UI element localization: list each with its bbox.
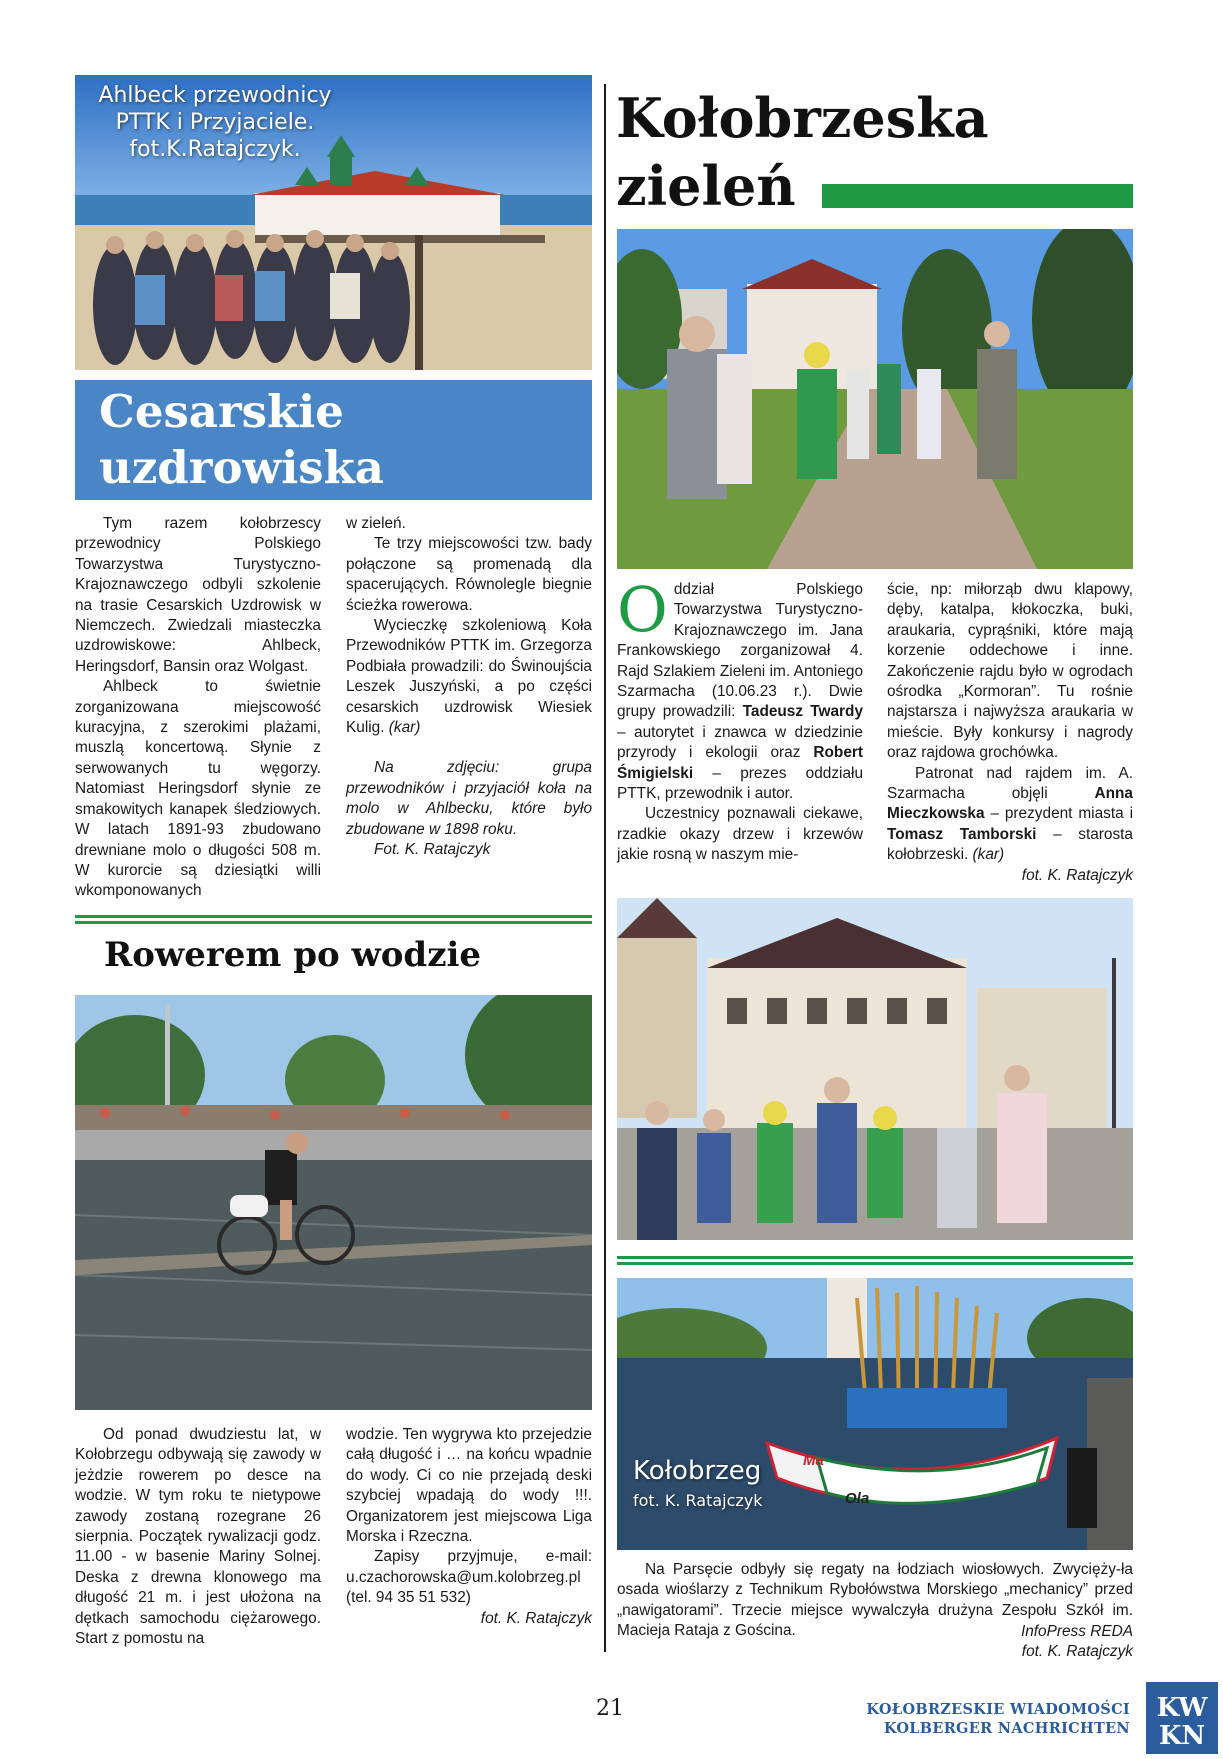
patron-name: Anna Mieczkowska (887, 785, 1133, 823)
photo-note: Na zdjęciu: grupa przewodników i przyjaciół koła na molo w Ahlbecku, które było zbudowane w 1898 roku. (346, 759, 592, 838)
paragraph-text: ddział Polskiego Towarzystwa Turystyczno-Krajoznawczego im. Jana Frankowskiego zorganizował 4. Rajd Szlakiem Zieleni im. Antoniego Szarmacha (10.06.23 r.). Dwie grupy prowadzili: (617, 581, 863, 721)
article-paragraph (617, 573, 864, 804)
article-paragraph (346, 616, 592, 738)
article-paragraph: wodzie. Ten wygrywa kto przejedzie całą długość i … na końcu wpadnie do wody. Ci co nie przejadą deski szybciej wpadają do wody !!!. Organizatorem jest miejscowa Liga Morska i Rzeczna. (346, 1426, 592, 1546)
article-paragraph: w zieleń. (346, 515, 406, 532)
cesarskie-column-1 (75, 514, 321, 902)
svg-text:KN: KN (1158, 1721, 1206, 1751)
svg-text:KW: KW (1156, 1693, 1208, 1723)
boat-name-ola: Ola (845, 1490, 870, 1507)
cesarskie-column-2 (346, 514, 592, 861)
kwkn-logo (1146, 1682, 1218, 1754)
masthead (860, 1700, 1130, 1738)
agency-credit: InfoPress REDA (1020, 1622, 1133, 1640)
zielen-column-2 (887, 580, 1133, 886)
overlay-credit: fot. K. Ratajczyk (633, 1491, 763, 1510)
town-square-photo (617, 898, 1133, 1240)
masthead-line: KOLBERGER NACHRICHTEN (883, 1720, 1130, 1737)
article-paragraph (887, 764, 1133, 866)
article-paragraph: Uczestnicy poznawali ciekawe, rzadkie okazy drzew i krzewów jakie rosną w naszym mie- (617, 805, 863, 864)
paragraph-text: Wycieczkę szkoleniową Koła Przewodników PTTK im. Grzegorza Podbiała prowadzili: do Świnoujścia Leszek Juszyński, a po części cesarskich uzdrowisk Wiesiek Kulig. (346, 617, 592, 737)
headline-line: Cesarskie (99, 385, 344, 438)
kwkn-logo-mark (1146, 1682, 1218, 1754)
article-paragraph: Zapisy przyjmuje, e-mail: u.czachorowska@um.kolobrzeg.pl (tel. 94 35 51 532) (346, 1548, 592, 1607)
headline-green-bar (822, 184, 1133, 208)
spacer (346, 738, 592, 758)
boat-name-ma: Ma (803, 1452, 824, 1469)
photo-credit: fot. K. Ratajczyk (1021, 866, 1133, 884)
overlay-caption-line: fot.K.Ratajczyk. (129, 136, 301, 162)
section-divider (617, 1262, 1133, 1265)
article-paragraph: Ahlbeck to świetnie zorganizowana miejscowość kuracyjna, z szerokimi plażami, muszlą koncertową. Słynie z serwowanych tu węgorzy. Natomiast Heringsdorf słynie ze smakowitych kanapek śledziowych. W latach 1891-93 zbudowano drewniane molo o długości 508 m. W kurorcie są dziesiątki willi wkomponowanych (75, 678, 321, 900)
article-paragraph: ście, np: miłorząb dwu klapowy, dęby, katalpa, kłokoczka, buki, araukaria, cyprąśniki, które mają korzenie oddechowe i inne. Zakończenie rajdu było w ogrodach ośrodka „Kormoran”. Tu rośnie najstarsza i najwyższa araukaria w mieście. Były konkursy i nagrody oraz rajdowa grochówka. (887, 581, 1133, 762)
masthead-line: KOŁOBRZESKIE WIADOMOŚCI (866, 1701, 1130, 1718)
article-paragraph: Te trzy miejscowości tzw. bady połączone są promenadą dla spacerujących. Równolegle biegnie ścieżka rowerowa. (346, 535, 592, 614)
zielen-column-1 (617, 573, 864, 866)
article-paragraph: Od ponad dwudziestu lat, w Kołobrzegu odbywają się zawody w jeżdzie rowerem po desce na wodzie. W tym roku te nietypowe zawody zostaną rozegrane 26 sierpnia. Początek rywalizacji godz. 11.00 - w basenie Mariny Solnej. Deska z drewna klonowego ma długość 21 m. i jest ułożona na dętkach samochodu ciężarowego. Start z pomostu na (75, 1426, 321, 1648)
page-number: 21 (596, 1696, 624, 1721)
rowerem-column-2 (346, 1425, 592, 1629)
paragraph-text: Patronat nad rajdem im. A. Szarmacha objęli (887, 764, 1133, 803)
patron-name: Tomasz Tamborski (887, 825, 1037, 843)
ahlbeck-photo-overlay-caption (95, 83, 335, 163)
column-divider (604, 84, 606, 1652)
overlay-caption-line: PTTK i Przyjaciele. (115, 109, 315, 135)
overlay-caption-line: Ahlbeck przewodnicy (98, 83, 332, 108)
ahlbeck-group-photo (75, 75, 592, 370)
headline-line: zieleń (616, 154, 796, 218)
drop-cap: O (617, 573, 668, 646)
section-divider (75, 921, 592, 924)
section-divider (75, 915, 592, 918)
section-divider (617, 1256, 1133, 1259)
overlay-city: Kołobrzeg (633, 1456, 762, 1486)
caption-paragraph: Na Parsęcie odbyły się regaty na łodziach wiosłowych. Zwycięży-ła osada wioślarzy z Technikum Rybołówstwa Morskiego „mechanicy” przed „nawigatorami”. Trzecie miejsce wywalczyła drużyna Zespołu Szkół im. Macieja Rataja z Gościna. (617, 1561, 1133, 1640)
photo-credit: fot. K. Ratajczyk (1021, 1643, 1133, 1661)
author-signature: (kar) (972, 846, 1005, 864)
paragraph-text: – prezes oddziału PTTK, przewodnik i autor. (617, 764, 864, 803)
author-signature: (kar) (388, 719, 421, 737)
cesarskie-headline (99, 384, 384, 496)
photo-credit: Fot. K. Ratajczyk (374, 841, 491, 859)
paragraph-text: – autorytet i znawca w dziedzinie przyrody i ekologii oraz (617, 723, 863, 762)
guide-name: Robert Śmigielski (617, 744, 863, 782)
headline-line: Kołobrzeska (616, 86, 989, 150)
water-bike-illustration (75, 995, 592, 1410)
article-paragraph: Tym razem kołobrzescy przewodnicy Polskiego Towarzystwa Turystyczno-Krajoznawczego odbyli szkolenie na trasie Cesarskich Uzdrowisk w Niemczech. Zwiedzali miasteczka uzdrowiskowe: Ahlbeck, Heringsdorf, Bansin oraz Wolgast. (75, 515, 321, 675)
headline-line: uzdrowiska (99, 441, 384, 494)
photo-credit: fot. K. Ratajczyk (480, 1609, 592, 1627)
park-photo-illustration (617, 229, 1133, 569)
paragraph-text: – prezydent miasta i (990, 805, 1133, 823)
town-square-illustration (617, 898, 1133, 1240)
paragraph-text: – starosta kołobrzeski. (887, 825, 1133, 864)
rowerem-headline: Rowerem po wodzie (104, 935, 482, 975)
regatta-photo-overlay (633, 1454, 763, 1514)
rowerem-column-1 (75, 1425, 321, 1649)
park-group-photo (617, 229, 1133, 569)
water-bike-photo (75, 995, 592, 1410)
cesarskie-headline-box (75, 380, 592, 500)
guide-name: Tadeusz Twardy (742, 703, 864, 721)
regatta-photo (617, 1278, 1133, 1550)
regatta-caption (617, 1560, 1133, 1662)
